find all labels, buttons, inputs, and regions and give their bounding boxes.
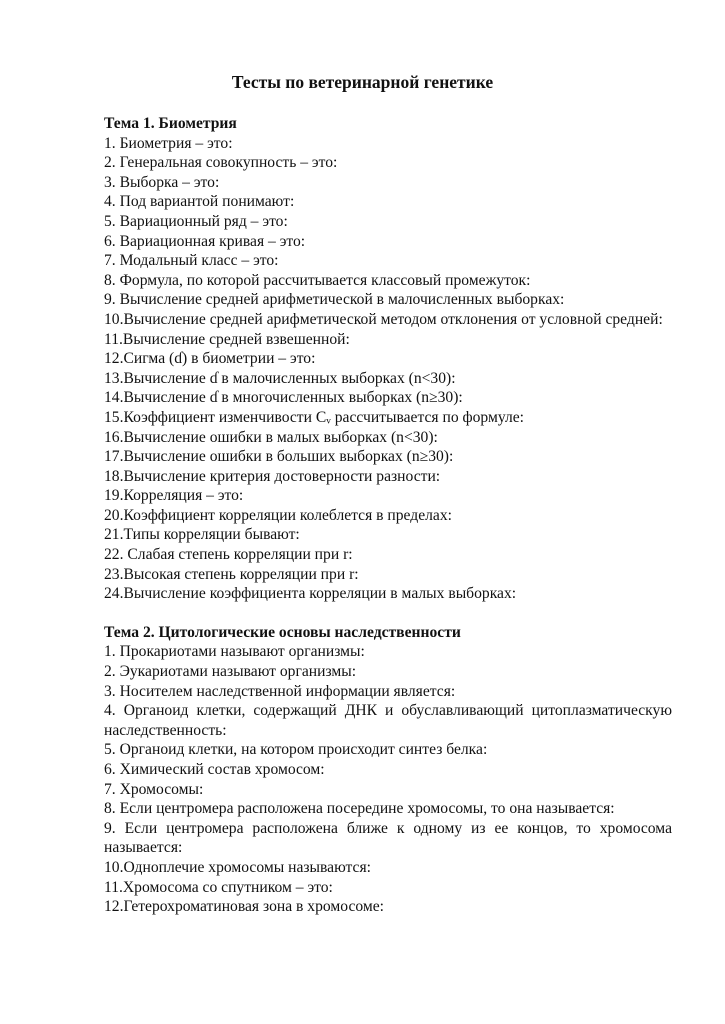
question-item: 14.Вычисление ɗ в многочисленных выборках (n≥30): <box>104 389 463 407</box>
section-heading-biometry: Тема 1. Биометрия <box>104 115 237 132</box>
question-item: 4. Под вариантой понимают: <box>104 193 295 211</box>
question-item: 11.Вычисление средней взвешенной: <box>104 330 350 348</box>
question-item: 2. Эукариотами называют организмы: <box>104 663 357 681</box>
question-item: 7. Хромосомы: <box>104 780 204 798</box>
question-item: 4. Органоид клетки, содержащий ДНК и обуславливающий цитоплазматическую наследственность: <box>104 702 672 739</box>
question-item: 6. Химический состав хромосом: <box>104 761 325 778</box>
question-item: 11.Хромосома со спутником – это: <box>104 878 333 896</box>
question-item: 10.Одноплечие хромосомы называются: <box>104 858 371 876</box>
question-item: 8. Если центромера расположена посередине хромосомы, то она называется: <box>104 800 615 818</box>
question-item: 3. Носителем наследственной информации является: <box>104 682 456 700</box>
question-item: 24.Вычисление коэффициента корреляции в малых выборках: <box>104 585 517 603</box>
document-title: Тесты по ветеринарной генетике <box>231 72 494 92</box>
question-item: 6. Вариационная кривая – это: <box>104 232 306 250</box>
question-item: 1. Прокариотами называют организмы: <box>104 643 365 661</box>
question-item: 22. Слабая степень корреляции при r: <box>104 546 353 564</box>
question-item: 15.Коэффициент изменчивости Cᵥ рассчитывается по формуле: <box>104 408 524 426</box>
question-item: 16.Вычисление ошибки в малых выборках (n<30): <box>104 428 438 446</box>
question-item: 19.Корреляция – это: <box>104 487 244 505</box>
question-item: 8. Формула, по которой рассчитывается классовый промежуток: <box>104 271 531 289</box>
question-item: 1. Биометрия – это: <box>104 134 233 152</box>
question-item: 23.Высокая степень корреляции при r: <box>104 565 359 583</box>
question-item: 12.Гетерохроматиновая зона в хромосоме: <box>104 898 384 916</box>
question-item: 12.Сигма (ɗ) в биометрии – это: <box>104 350 316 368</box>
question-item: 7. Модальный класс – это: <box>104 252 279 270</box>
question-item: 3. Выборка – это: <box>104 173 220 191</box>
question-item: 10.Вычисление средней арифметической методом отклонения от условной средней: <box>104 310 663 328</box>
document-body <box>104 114 672 917</box>
question-item: 13.Вычисление ɗ в малочисленных выборках (n<30): <box>104 369 456 387</box>
question-item: 2. Генеральная совокупность – это: <box>104 154 338 172</box>
section-spacer <box>104 604 672 623</box>
question-item: 17.Вычисление ошибки в больших выборках (n≥30): <box>104 448 454 466</box>
question-item: 9. Если центромера расположена ближе к одному из ее концов, то хромосома называется: <box>104 819 672 857</box>
question-item: 21.Типы корреляции бывают: <box>104 526 300 544</box>
section-heading-cytology: Тема 2. Цитологические основы наследственности <box>104 623 461 641</box>
question-item: 9. Вычисление средней арифметической в малочисленных выборках: <box>104 291 565 309</box>
question-item: 5. Органоид клетки, на котором происходит синтез белка: <box>104 741 488 759</box>
question-item: 20.Коэффициент корреляции колеблется в пределах: <box>104 506 452 524</box>
question-item: 5. Вариационный ряд – это: <box>104 212 288 230</box>
question-item: 18.Вычисление критерия достоверности разности: <box>104 467 441 485</box>
